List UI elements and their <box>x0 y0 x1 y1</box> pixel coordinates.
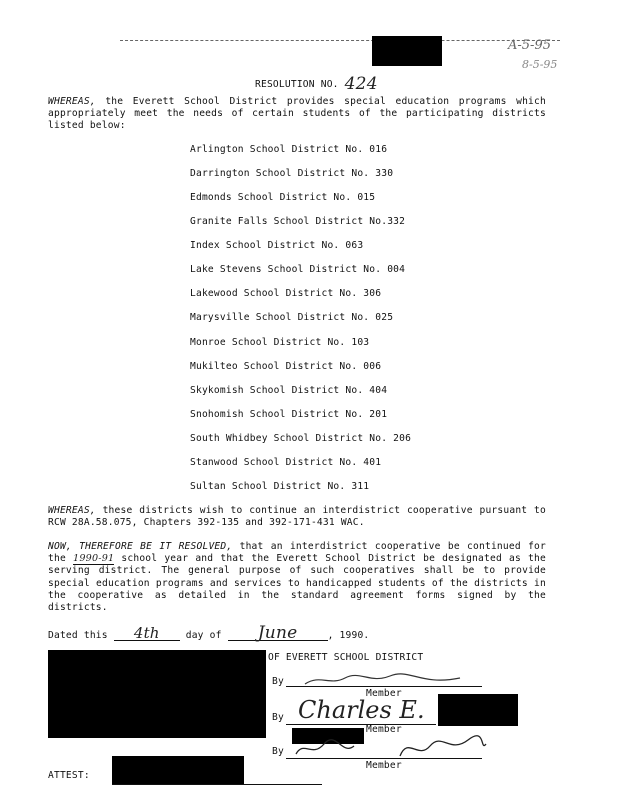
district-item: Skykomish School District No. 404 <box>190 385 388 396</box>
district-item: Granite Falls School District No.332 <box>190 216 406 227</box>
redaction-signature-2 <box>438 694 518 726</box>
signature-by-label-2: By <box>272 712 284 723</box>
dated-year: , 1990. <box>327 630 370 641</box>
district-item: Lake Stevens School District No. 004 <box>190 264 406 275</box>
signature-scribble-3 <box>290 732 490 760</box>
signature-by-label-3: By <box>272 746 284 757</box>
district-item: Darrington School District No. 330 <box>190 168 394 179</box>
attest-label: ATTEST: <box>48 770 90 781</box>
whereas-paragraph-1 <box>48 96 546 133</box>
signature-by-label-1: By <box>272 676 284 687</box>
school-year: 1990-91 <box>73 553 115 565</box>
redaction-top <box>372 36 442 66</box>
district-item: Marysville School District No. 025 <box>190 312 394 323</box>
dated-month: June <box>228 626 328 641</box>
district-item: South Whidbey School District No. 206 <box>190 433 412 444</box>
dated-day: 4th <box>114 626 180 641</box>
whereas-paragraph-2 <box>48 505 546 529</box>
whereas-lead-2: WHEREAS, <box>48 505 96 516</box>
dated-line <box>48 623 370 643</box>
dated-prefix: Dated this <box>48 630 108 641</box>
signature-scribble-1 <box>300 672 470 688</box>
resolution-number: 424 <box>344 74 378 94</box>
attest-line <box>112 784 322 785</box>
signature-hand-2: Charles E. <box>298 696 425 724</box>
district-item: Lakewood School District No. 306 <box>190 288 382 299</box>
district-item: Arlington School District No. 016 <box>190 144 388 155</box>
signature-member-label-1: Member <box>366 688 402 699</box>
district-item: Sultan School District No. 311 <box>190 481 370 492</box>
redaction-board-block <box>48 650 266 738</box>
corner-stamp: A-5-95 <box>508 38 551 53</box>
district-item: Index School District No. 063 <box>190 240 364 251</box>
whereas-lead-1: WHEREAS, <box>48 96 96 107</box>
whereas-text-2: these districts wish to continue an interdistrict cooperative pursuant to RCW 28A.58.075, Chapters 392-135 and 392-171-431 WAC. <box>48 505 546 529</box>
district-item: Mukilteo School District No. 006 <box>190 361 382 372</box>
resolved-paragraph <box>48 541 546 614</box>
district-item: Edmonds School District No. 015 <box>190 192 376 203</box>
resolution-title <box>255 72 378 92</box>
board-name: OF EVERETT SCHOOL DISTRICT <box>268 652 424 663</box>
district-item: Snohomish School District No. 201 <box>190 409 388 420</box>
top-rule <box>120 40 560 41</box>
corner-stamp-2: 8-5-95 <box>522 58 558 71</box>
resolved-text-2: school year and that the Everett School District be designated as the serving district. The general purpose of such cooperatives shall be to provide special education programs and services to handicapped students of the districts in the cooperative as detailed in the standard agreement forms signed by the districts. <box>48 553 546 614</box>
resolved-lead: NOW, THEREFORE BE IT RESOLVED, <box>48 541 233 552</box>
redaction-attest <box>112 756 244 784</box>
whereas-text-1: the Everett School District provides special education programs which appropriately meet the needs of certain students of the participating districts listed below: <box>48 96 546 132</box>
signature-member-label-2: Member <box>366 724 402 735</box>
signature-member-label-3: Member <box>366 760 402 771</box>
dated-middle: day of <box>185 630 222 641</box>
signature-line-2 <box>286 724 436 725</box>
title-prefix: RESOLUTION NO. <box>255 79 339 90</box>
district-item: Stanwood School District No. 401 <box>190 457 382 468</box>
resolved-text-1: that an interdistrict cooperative be continued for the <box>48 541 547 565</box>
district-item: Monroe School District No. 103 <box>190 337 370 348</box>
